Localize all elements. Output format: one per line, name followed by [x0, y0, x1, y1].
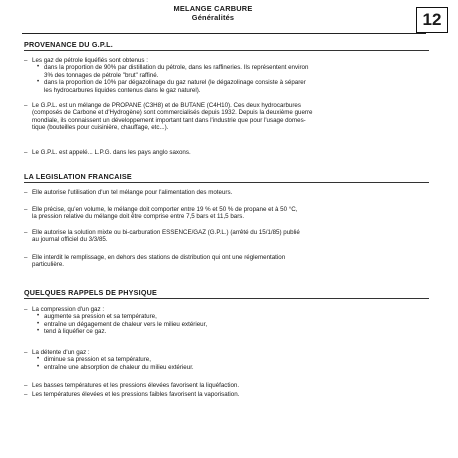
paragraph-composition: – Le G.P.L. est un mélange de PROPANE (C3H8) et de BUTANE (C4H10). Ces deux hydrocarbures (composés de Carbone et d'Hydrogène) sont commercialisés depuis 1932. Depuis la deuxième guerre mondiale, ils connaissent un développement important tant dans l'industrie que pour l'usage domes- tique (bouteilles pour cuisinière, chauffage, etc...). — [32, 102, 427, 132]
text-line: tique (bouteilles pour cuisinière, chauffage, etc...). — [32, 124, 169, 132]
paragraph-compression: – La compression d'un gaz : • augmente sa pression et sa température, • entraîne un dégagement de chaleur vers le milieu extérieur, • tend à liquéfier ce gaz. — [32, 306, 427, 336]
header-title-block — [22, 4, 404, 22]
list-item: • entraîne un dégagement de chaleur vers le milieu extérieur, — [32, 321, 427, 328]
paragraph-remplissage: – Elle interdit le remplissage, en dehors des stations de distribution qui ont une réglementation particulière. — [32, 254, 427, 269]
paragraph-liquefaction: – Les basses températures et les pressions élevées favorisent la liquéfaction. — [32, 382, 427, 389]
text-line: Elle autorise la solution mixte ou bi-carburation ESSENCE/GAZ (G.P.L.) (arrêté du 15/1/85) publié — [32, 229, 300, 236]
paragraph-intro: Les gaz de pétrole liquéfiés sont obtenus : — [32, 57, 148, 64]
text-line: Le G.P.L. est un mélange de PROPANE (C3H8) et de BUTANE (C4H10). Ces deux hydrocarbures — [32, 102, 301, 109]
text-line: mondiale, ils connaissent un développement important tant dans l'industrie que pour l'usage domes- — [32, 116, 306, 124]
text-line: au journal officiel du 3/3/85. — [32, 236, 108, 244]
section-provenance-heading — [24, 40, 429, 51]
text-line: Les températures élevées et les pressions faibles favorisent la vaporisation. — [32, 391, 240, 398]
page-number: 12 — [416, 7, 448, 33]
text-line: la pression relative du mélange doit être comprise entre 7,5 bars et 11,5 bars. — [32, 213, 245, 221]
text-line: Elle autorise l'utilisation d'un tel mélange pour l'alimentation des moteurs. — [32, 189, 233, 196]
list-item: • entraîne une absorption de chaleur du milieu extérieur. — [32, 364, 427, 371]
list-item: • augmente sa pression et sa température, — [32, 313, 427, 320]
section-title: PROVENANCE DU G.P.L. — [24, 40, 113, 49]
text-line: Le G.P.L. est appelé... L.P.G. dans les pays anglo saxons. — [32, 149, 191, 156]
paragraph-vaporisation: – Les températures élevées et les pressions faibles favorisent la vaporisation. — [32, 391, 427, 398]
paragraph-detente: – La détente d'un gaz : • diminue sa pression et sa température, • entraîne une absorption de chaleur du milieu extérieur. — [32, 349, 427, 371]
text-line: (composés de Carbone et d'Hydrogène) sont commercialisés depuis 1932. Depuis la deuxième guerre — [32, 109, 313, 117]
section-divider — [24, 50, 429, 51]
paragraph-intro: La compression d'un gaz : — [32, 306, 105, 313]
header-divider — [22, 33, 426, 34]
list-item: • dans la proportion de 10% par dégazolinage du gaz naturel (le dégazolinage consiste à séparer — [32, 79, 427, 86]
header-subtitle: Généralités — [191, 13, 235, 22]
text-line: Elle précise, qu'en volume, le mélange doit comporter entre 19 % et 50 % de propane et à 50 °C, — [32, 206, 298, 213]
section-physique-heading — [24, 288, 429, 299]
section-title: QUELQUES RAPPELS DE PHYSIQUE — [24, 288, 158, 297]
text-line: Elle interdit le remplissage, en dehors des stations de distribution qui ont une réglementation — [32, 254, 286, 261]
paragraph-authorisation: – Elle autorise l'utilisation d'un tel mélange pour l'alimentation des moteurs. — [32, 189, 427, 196]
section-divider — [24, 298, 429, 299]
list-item-continuation: les hydrocarbures liquides contenus dans le gaz naturel). — [44, 86, 201, 94]
text-line: particulière. — [32, 261, 64, 269]
paragraph-obtention: – Les gaz de pétrole liquéfiés sont obtenus : • dans la proportion de 90% par distillation du pétrole, dans les raffineries. Ils représentent environ 3% des tonnages de pétrole "brut" raffiné. • dans la proportion de 10% par dégazolinage du gaz naturel (le dégazolinage consiste à séparer les hydrocarbures liquides contenus dans le gaz naturel). — [32, 57, 427, 94]
list-item: • dans la proportion de 90% par distillation du pétrole, dans les raffineries. Ils représentent environ — [32, 64, 427, 71]
page-header — [22, 2, 458, 35]
paragraph-bicarburation: – Elle autorise la solution mixte ou bi-carburation ESSENCE/GAZ (G.P.L.) (arrêté du 15/1/85) publié au journal officiel du 3/3/85. — [32, 229, 427, 244]
paragraph-intro: La détente d'un gaz : — [32, 349, 90, 356]
paragraph-proportions: – Elle précise, qu'en volume, le mélange doit comporter entre 19 % et 50 % de propane et à 50 °C, la pression relative du mélange doit être comprise entre 7,5 bars et 11,5 bars. — [32, 206, 427, 221]
header-title: MELANGE CARBURE — [173, 4, 253, 13]
paragraph-lpg-name: – Le G.P.L. est appelé... L.P.G. dans les pays anglo saxons. — [32, 149, 427, 156]
text-line: Les basses températures et les pressions élevées favorisent la liquéfaction. — [32, 382, 240, 389]
section-legislation-heading — [24, 172, 429, 183]
list-item: • tend à liquéfier ce gaz. — [32, 328, 427, 335]
list-item: • diminue sa pression et sa température, — [32, 356, 427, 363]
section-divider — [24, 182, 429, 183]
list-item-continuation: 3% des tonnages de pétrole "brut" raffiné. — [44, 71, 159, 79]
section-title: LA LEGISLATION FRANCAISE — [24, 172, 132, 181]
